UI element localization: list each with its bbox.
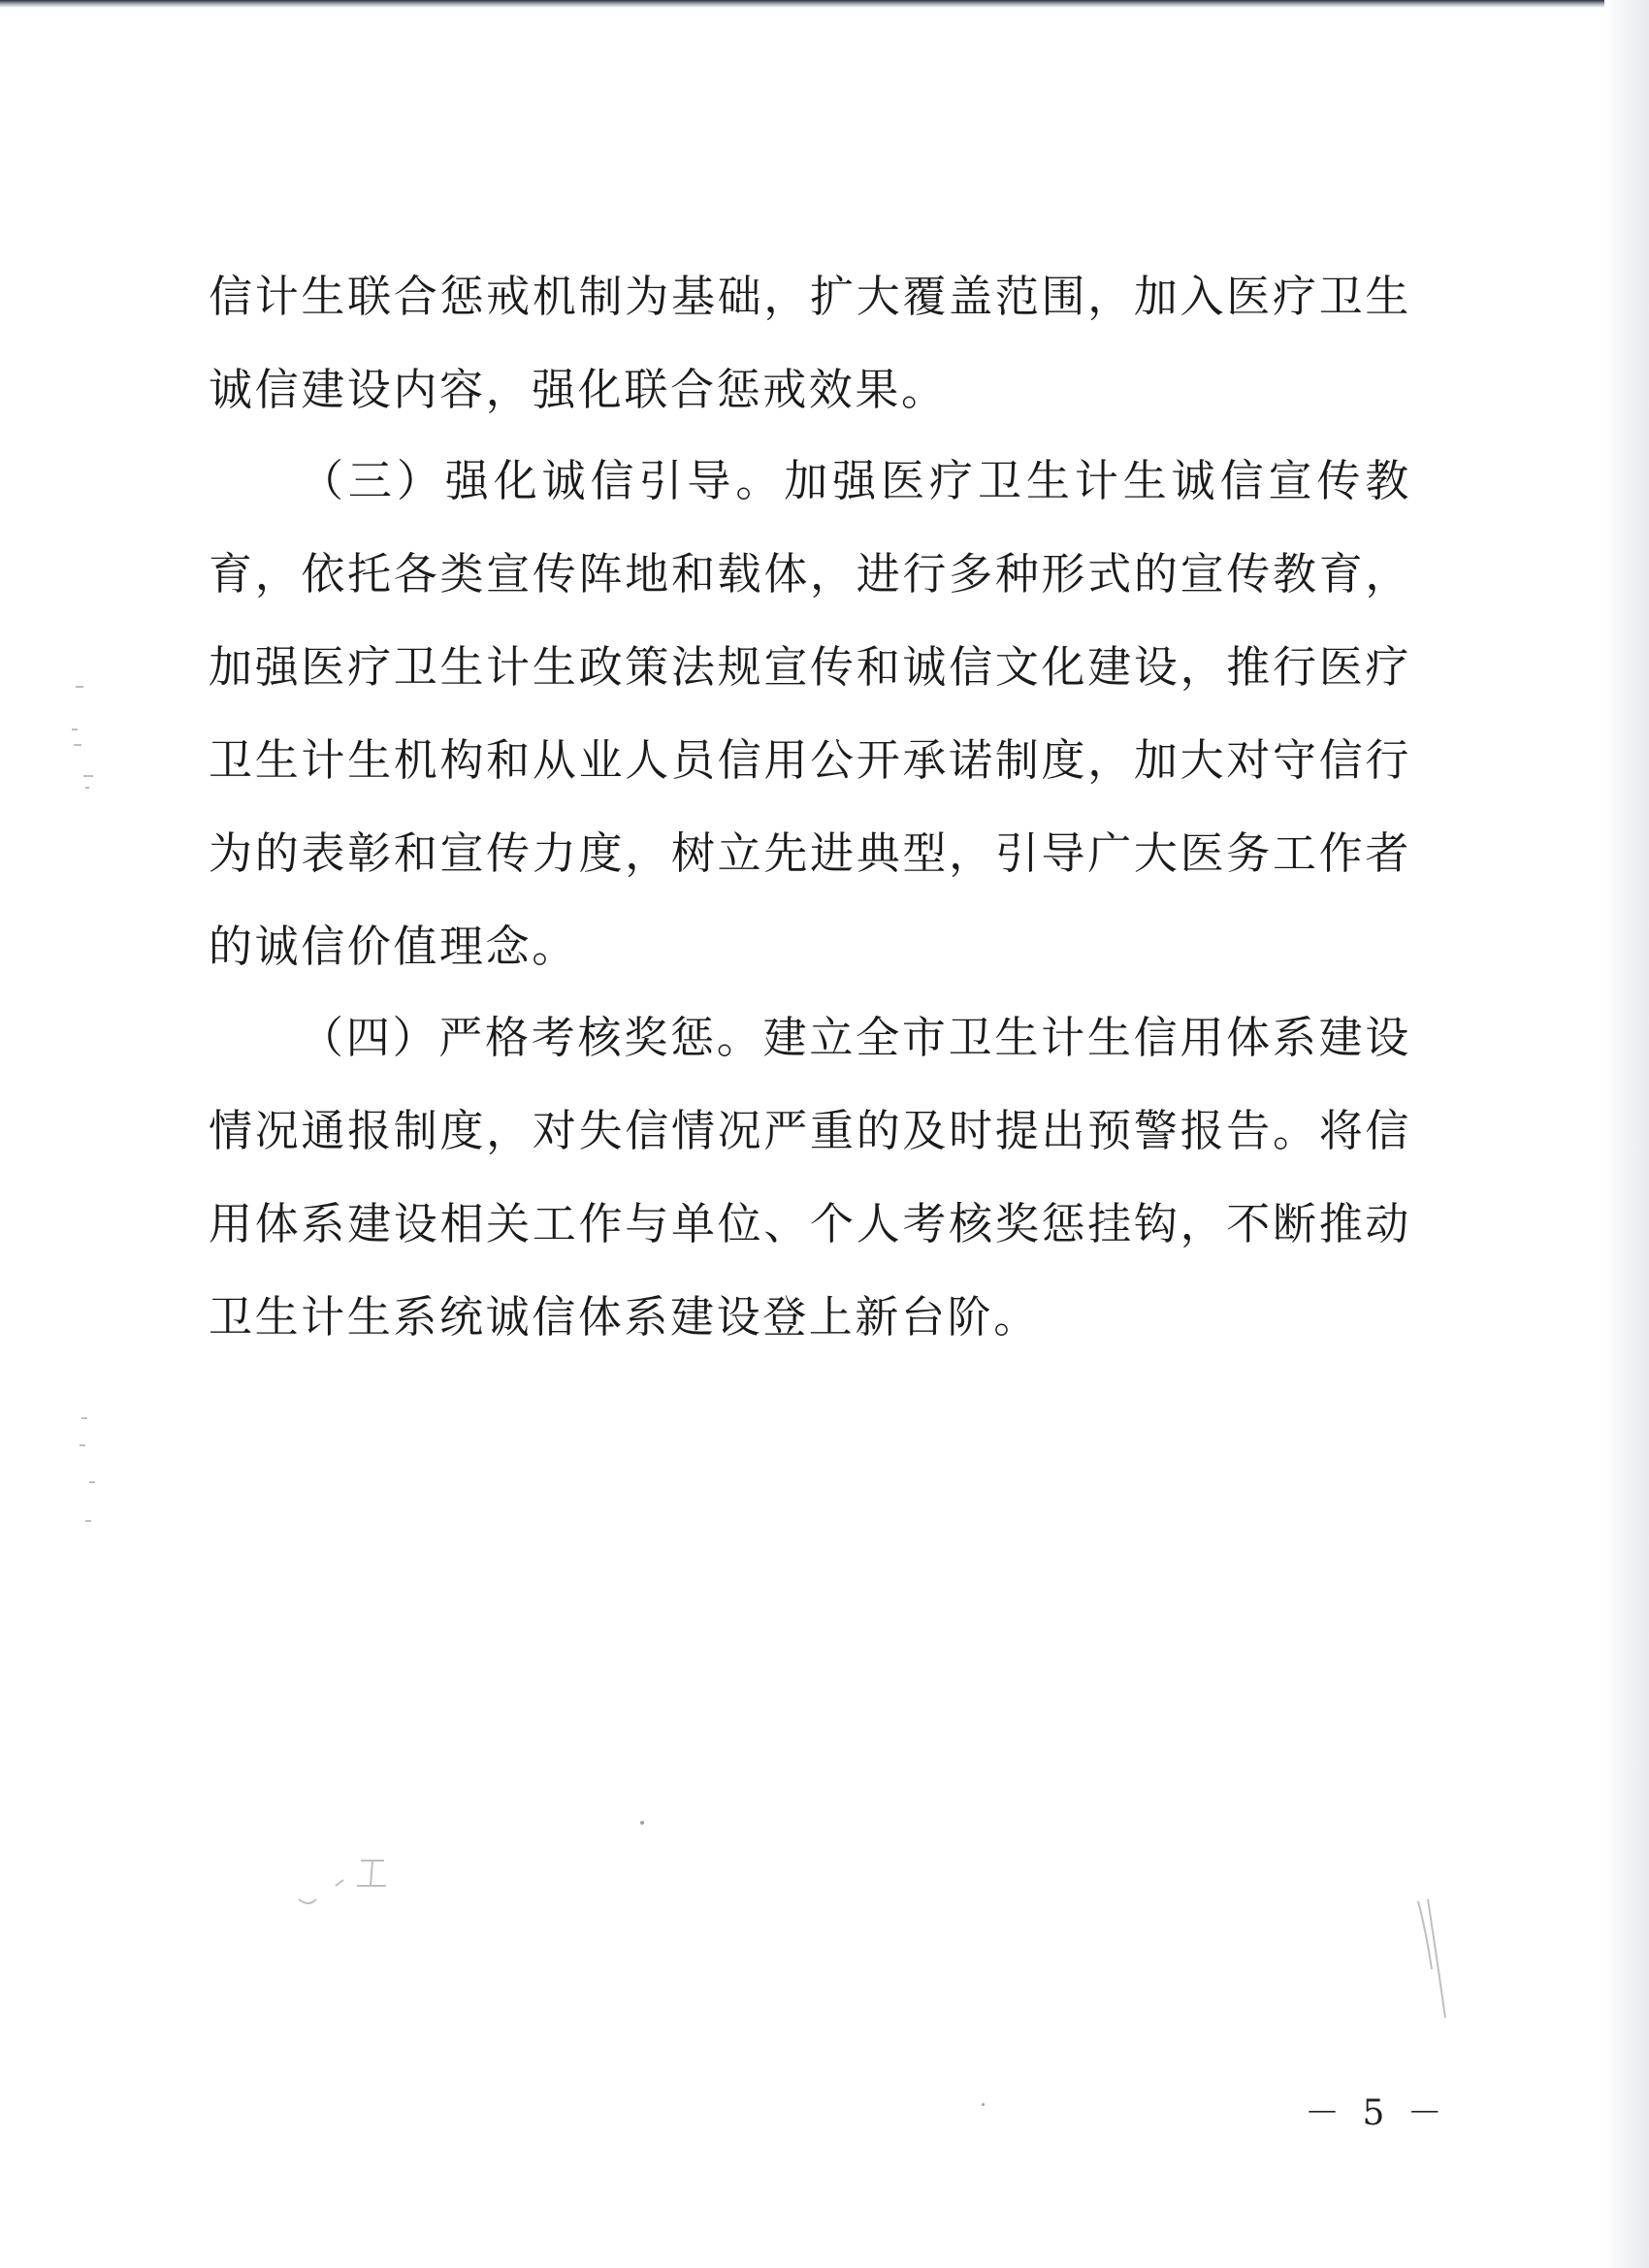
paragraph-section-3: （三）强化诚信引导。加强医疗卫生计生诚信宣传教育，依托各类宣传阵地和载体，进行多种形式的宣传教育，加强医疗卫生计生政策法规宣传和诚信文化建设，推行医疗卫生计生机构和从业人员信用公开承诺制度，加大对守信行为的表彰和宣传力度，树立先进典型，引导广大医务工作者的诚信价值理念。 [209,455,1411,972]
document-body [209,250,1411,1364]
paragraph-section-4: （四）严格考核奖惩。建立全市卫生计生信用体系建设情况通报制度，对失信情况严重的及时提出预警报告。将信用体系建设相关工作与单位、个人考核奖惩挂钩，不断推动卫生计生系统诚信体系建设登上新台阶。 [209,1012,1411,1343]
scan-speck [982,2103,985,2106]
page-number: － 5 － [1305,2093,1448,2133]
paragraph-continuation: 信计生联合惩戒机制为基础，扩大覆盖范围，加入医疗卫生诚信建设内容，强化联合惩戒效果。 [209,271,1411,415]
scan-speck [640,1821,644,1825]
